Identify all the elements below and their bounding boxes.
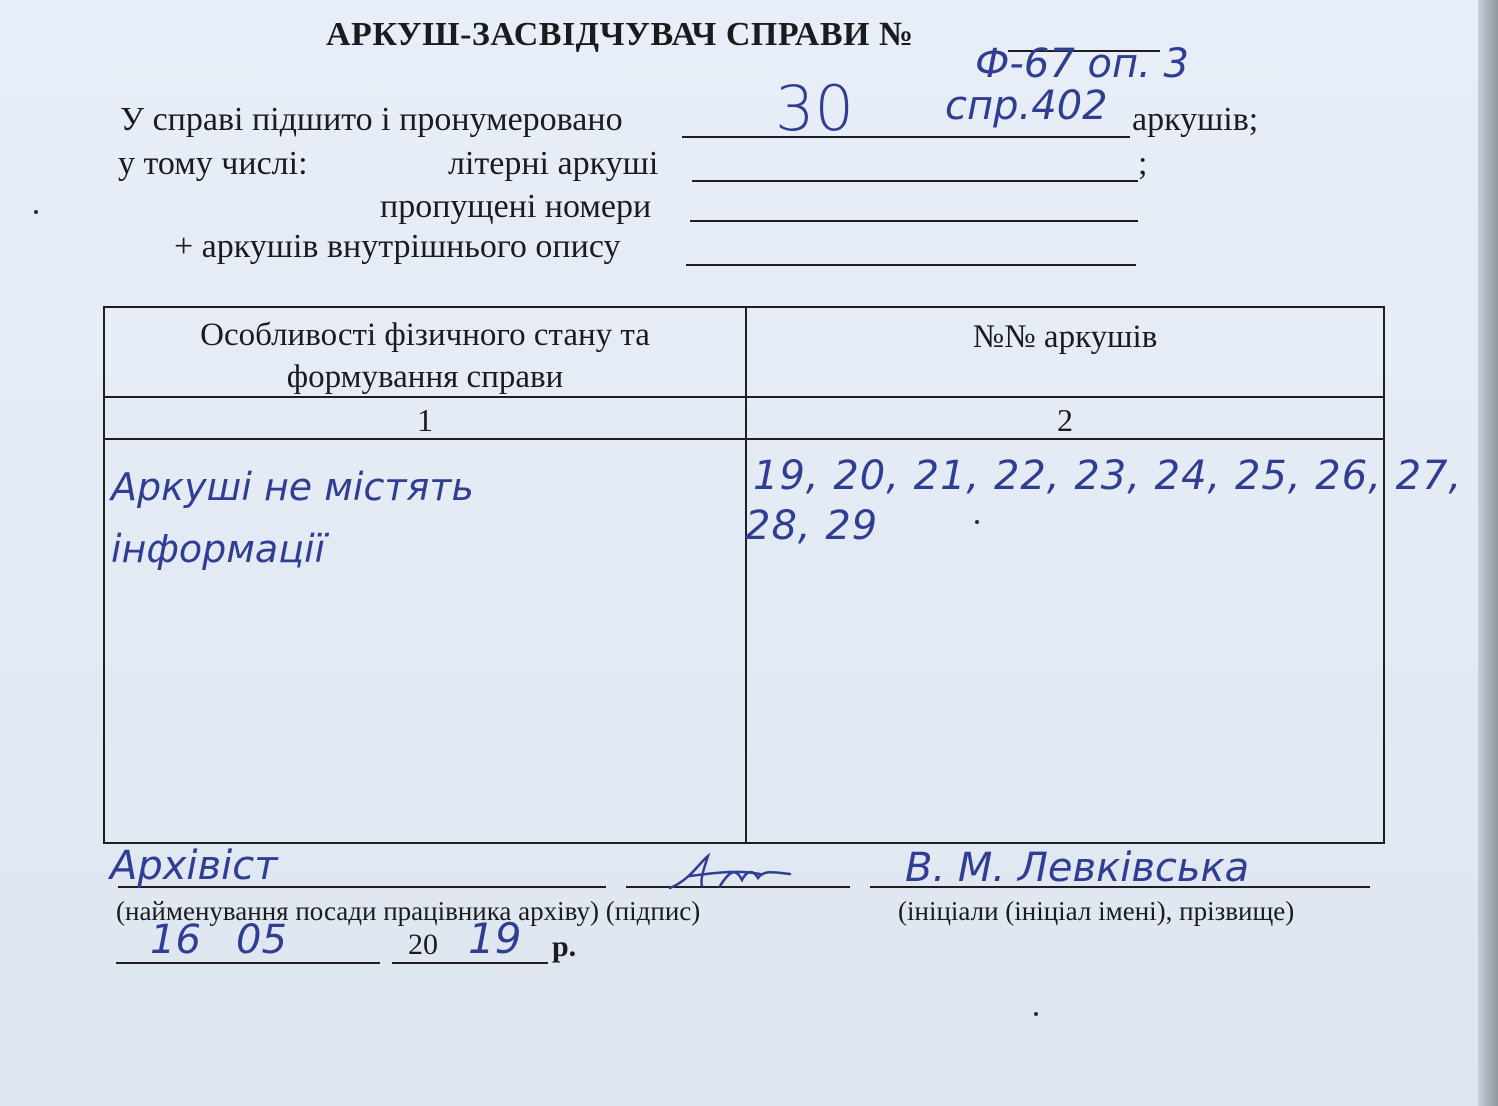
case-ref-handwritten: Ф-67 оп. 3 bbox=[975, 41, 1189, 87]
sheets-suffix: аркушів; bbox=[1132, 101, 1259, 138]
col1-number: 1 bbox=[417, 402, 433, 438]
date-day-handwritten: 16 bbox=[150, 917, 201, 963]
internal-inventory-rule bbox=[686, 264, 1136, 266]
internal-inventory-label: + аркушів внутрішнього опису bbox=[174, 228, 621, 265]
sheets-bound-label: У справі підшито і пронумеровано bbox=[120, 101, 623, 138]
year-handwritten: 19 bbox=[468, 914, 522, 963]
paper-speck bbox=[975, 520, 979, 524]
sheets-count-handwritten: 30 bbox=[775, 72, 854, 145]
table-column-divider bbox=[745, 308, 747, 842]
paper-edge bbox=[1478, 0, 1498, 1106]
case-ref-file-handwritten: спр.402 bbox=[945, 83, 1108, 129]
row1-sheet-numbers-line2: 28, 29 bbox=[745, 503, 879, 549]
position-handwritten: Архівіст bbox=[110, 843, 278, 889]
including-label: у тому числі: bbox=[118, 145, 308, 182]
year-suffix: р. bbox=[552, 930, 577, 963]
year-prefix: 20 bbox=[408, 928, 438, 961]
sheets-bound-rule bbox=[682, 136, 1130, 138]
paper-speck bbox=[34, 210, 38, 214]
missed-numbers-rule bbox=[690, 220, 1138, 222]
form-title: АРКУШ-ЗАСВІДЧУВАЧ СПРАВИ № bbox=[326, 16, 914, 53]
physical-state-table bbox=[103, 306, 1463, 844]
name-caption: (ініціали (ініціал імені), прізвище) bbox=[898, 896, 1295, 926]
table-number-row-divider bbox=[105, 438, 1383, 440]
col1-header: Особливості фізичного стану та формування справи bbox=[200, 317, 650, 395]
row1-description-handwritten: Аркуші не містять інформації bbox=[111, 465, 474, 571]
position-signature-caption: (найменування посади працівника архіву) (підпис) bbox=[116, 896, 701, 926]
letter-sheets-rule bbox=[692, 180, 1138, 182]
col2-number: 2 bbox=[1057, 402, 1073, 438]
paper-speck bbox=[1034, 1012, 1038, 1016]
missed-numbers-label: пропущені номери bbox=[380, 188, 652, 225]
row1-sheet-numbers-line1: 19, 20, 21, 22, 23, 24, 25, 26, 27, bbox=[753, 453, 1463, 499]
letter-sheets-label: літерні аркуші bbox=[448, 145, 659, 182]
date-month-handwritten: 05 bbox=[236, 917, 287, 963]
handwritten-signature bbox=[660, 850, 800, 894]
letter-sheets-suffix: ; bbox=[1138, 145, 1148, 182]
name-handwritten: В. М. Левківська bbox=[905, 845, 1250, 891]
col2-header: №№ аркушів bbox=[972, 319, 1158, 355]
